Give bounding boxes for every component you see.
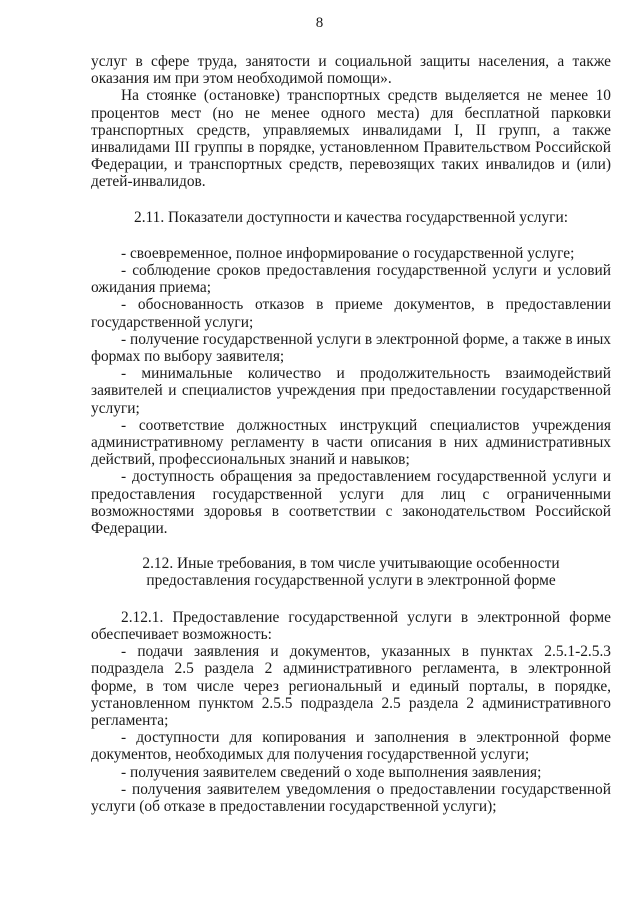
list-item: - соблюдение сроков предоставления государственной услуги и условий ожидания приема; — [91, 262, 611, 297]
list-item: - своевременное, полное информирование о государственной услуге; — [121, 244, 575, 262]
spacer — [91, 537, 611, 555]
spacer — [91, 590, 611, 609]
list-item: - доступности для копирования и заполнения в электронной форме документов, необходимых для получения государственной услуги; — [91, 729, 611, 764]
paragraph-continuation: услуг в сфере труда, занятости и социальной защиты населения, а также оказания им при этом необходимой помощи». — [91, 53, 611, 88]
page-number: 8 — [315, 15, 324, 31]
paragraph-2-12-1: 2.12.1. Предоставление государственной услуги в электронной форме обеспечивает возможность: — [91, 608, 611, 643]
list-item: - получения заявителем сведений о ходе выполнения заявления; — [121, 763, 542, 781]
list-item: - подачи заявления и документов, указанных в пунктах 2.5.1-2.5.3 подраздела 2.5 раздела 2 административного регламента, в электронной форме, в том числе через региональный и единый порталы, в порядке, установленном пунктом 2.5.5 подраздела 2.5 раздела 2 административного регламента; — [91, 643, 611, 729]
list-item: - получение государственной услуги в электронной форме, а также в иных формах по выбору заявителя; — [91, 330, 611, 366]
spacer — [91, 226, 611, 245]
list-item: - доступность обращения за предоставлением государственной услуги и предоставления государственной услуги для лиц с ограниченными возможностями здоровья в соответствии с законодательством Российской Федерации. — [91, 468, 611, 538]
document-body — [91, 53, 611, 815]
list-item: - минимальные количество и продолжительность взаимодействий заявителей и специалистов учреждения при предоставлении государственной услуги; — [91, 365, 611, 417]
section-heading-2-12: 2.12. Иные требования, в том числе учитывающие особенности предоставления государственной услуги в электронной форме — [142, 555, 560, 590]
list-item: - получения заявителем уведомления о предоставлении государственной услуги (об отказе в предоставлении государственной услуги); — [91, 780, 611, 815]
section-heading-2-11: 2.11. Показатели доступности и качества государственной услуги: — [134, 208, 568, 226]
list-item: - соответствие должностных инструкций специалистов учреждения административному регламенту в части описания в них административных действий, профессиональных знаний и навыков; — [91, 416, 611, 469]
spacer — [91, 191, 611, 209]
list-item: - обоснованность отказов в приеме документов, в предоставлении государственной услуги; — [91, 296, 611, 331]
paragraph-parking: На стоянке (остановке) транспортных средств выделяется не менее 10 процентов мест (но не менее одного места) для бесплатной парковки транспортных средств, управляемых инвалидами I, II групп, а также инвалидами III группы в порядке, установленном Правительством Российской Федерации, и транспортных средств, перевозящих таких инвалидов и (или) детей-инвалидов. — [91, 87, 611, 191]
